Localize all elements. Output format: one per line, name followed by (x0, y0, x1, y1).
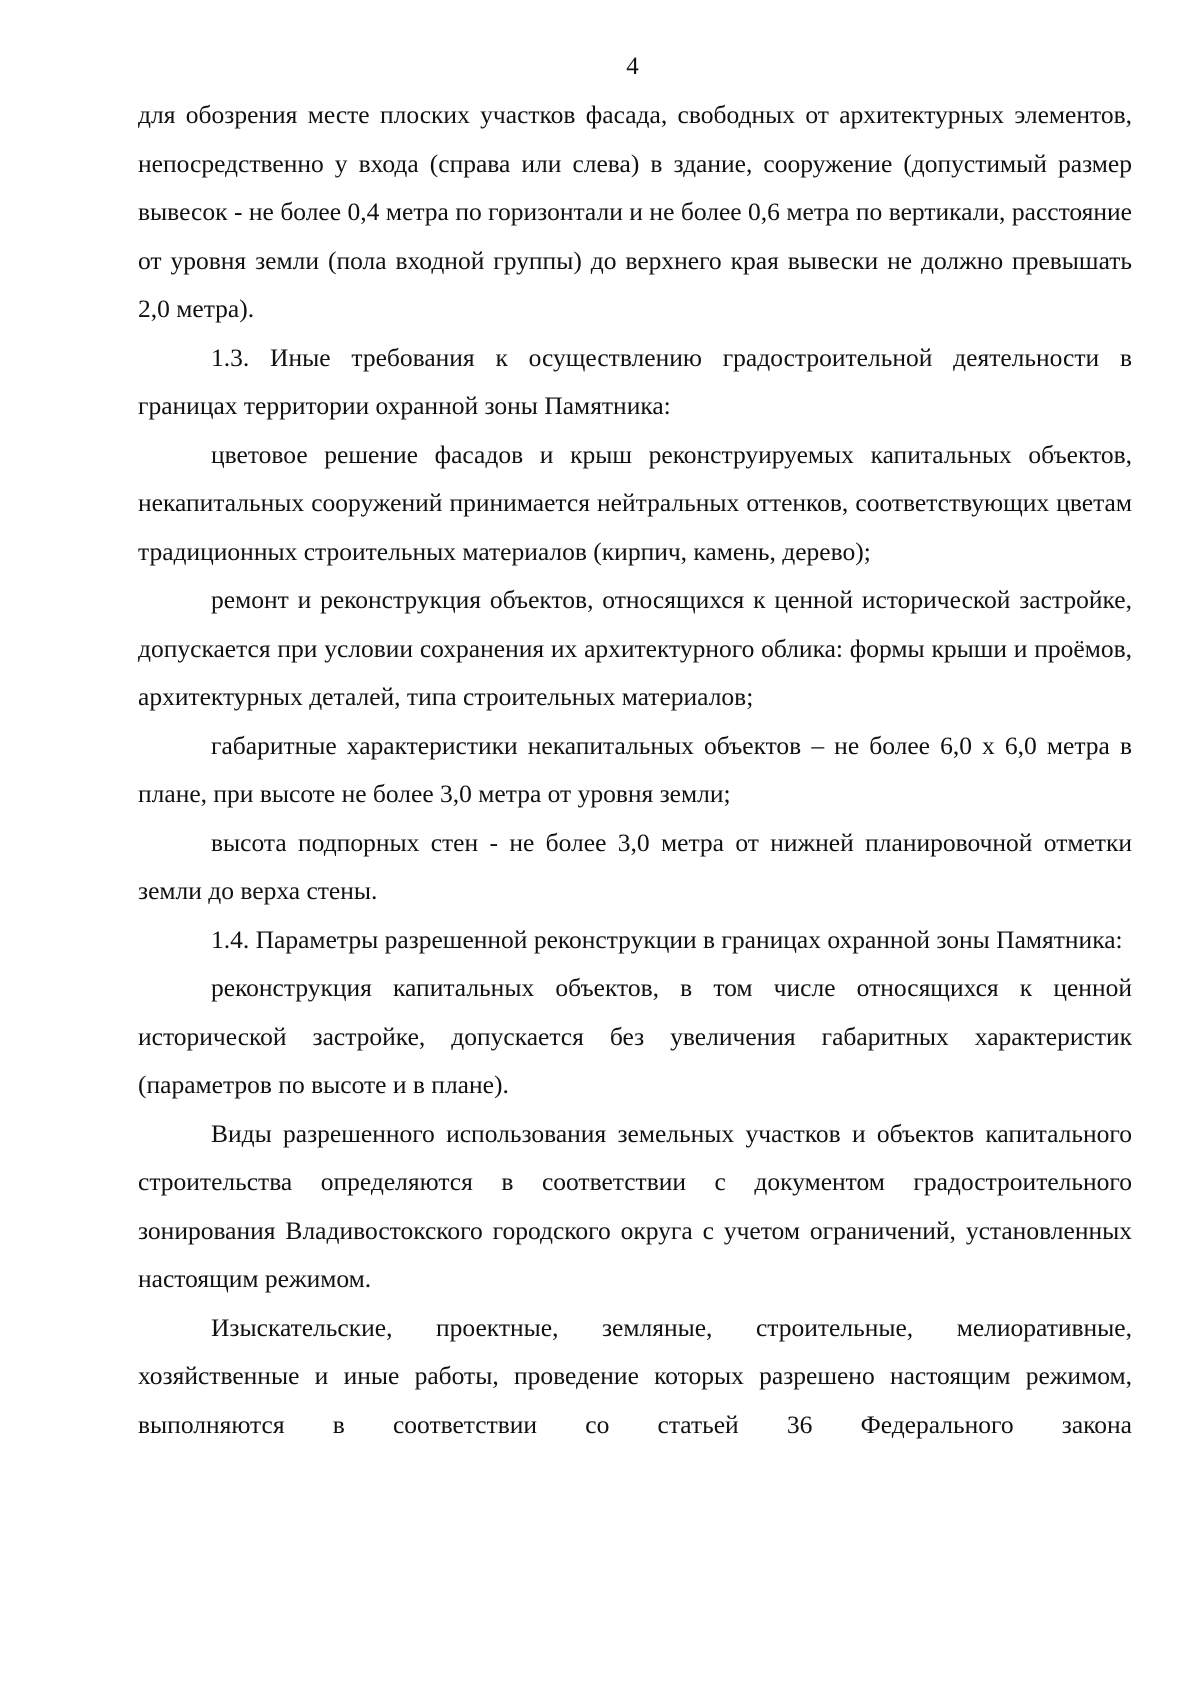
document-body (138, 91, 1132, 1449)
paragraph-survey-works: Изыскательские, проектные, земляные, строительные, мелиоративные, хозяйственные и иные работы, проведение которых разрешено настоящим режимом, выполняются в соответствии со статьей 36 Федерального закона (138, 1312, 1132, 1439)
paragraph-section-1-4-heading: 1.4. Параметры разрешенной реконструкции в границах охранной зоны Памятника: (211, 924, 1123, 954)
paragraph-capital-reconstruction: реконструкция капитальных объектов, в том числе относящихся к ценной исторической застройке, допускается без увеличения габаритных характеристик (параметров по высоте и в плане). (138, 973, 1132, 1099)
paragraph-retaining-walls: высота подпорных стен - не более 3,0 метра от нижней планировочной отметки земли до верха стены. (138, 827, 1132, 905)
paragraph-section-1-3-heading: 1.3. Иные требования к осуществлению градостроительной деятельности в границах территории охранной зоны Памятника: (138, 342, 1132, 420)
paragraph-signage-requirements: для обозрения месте плоских участков фасада, свободных от архитектурных элементов, непосредственно у входа (справа или слева) в здание, сооружение (допустимый размер вывесок - не более 0,4 метра по горизонтали и не более 0,6 метра по вертикали, расстояние от уровня земли (пола входной группы) до верхнего края вывески не должно превышать 2,0 метра). (138, 100, 1132, 323)
paragraph-repair-reconstruction: ремонт и реконструкция объектов, относящихся к ценной исторической застройке, допускается при условии сохранения их архитектурного облика: формы крыши и проёмов, архитектурных деталей, типа строительных материалов; (138, 585, 1132, 711)
paragraph-color-solution: цветовое решение фасадов и крыш реконструируемых капитальных объектов, некапитальных сооружений принимается нейтральных оттенков, соответствующих цветам традиционных строительных материалов (кирпич, камень, дерево); (138, 439, 1132, 566)
page-number: 4 (626, 53, 639, 80)
paragraph-permitted-use: Виды разрешенного использования земельных участков и объектов капитального строительства определяются в соответствии с документом градостроительного зонирования Владивостокского городского округа с учетом ограничений, установленных настоящим режимом. (138, 1118, 1132, 1293)
paragraph-dimensions-noncapital: габаритные характеристики некапитальных объектов – не более 6,0 х 6,0 метра в плане, при высоте не более 3,0 метра от уровня земли; (138, 730, 1132, 808)
